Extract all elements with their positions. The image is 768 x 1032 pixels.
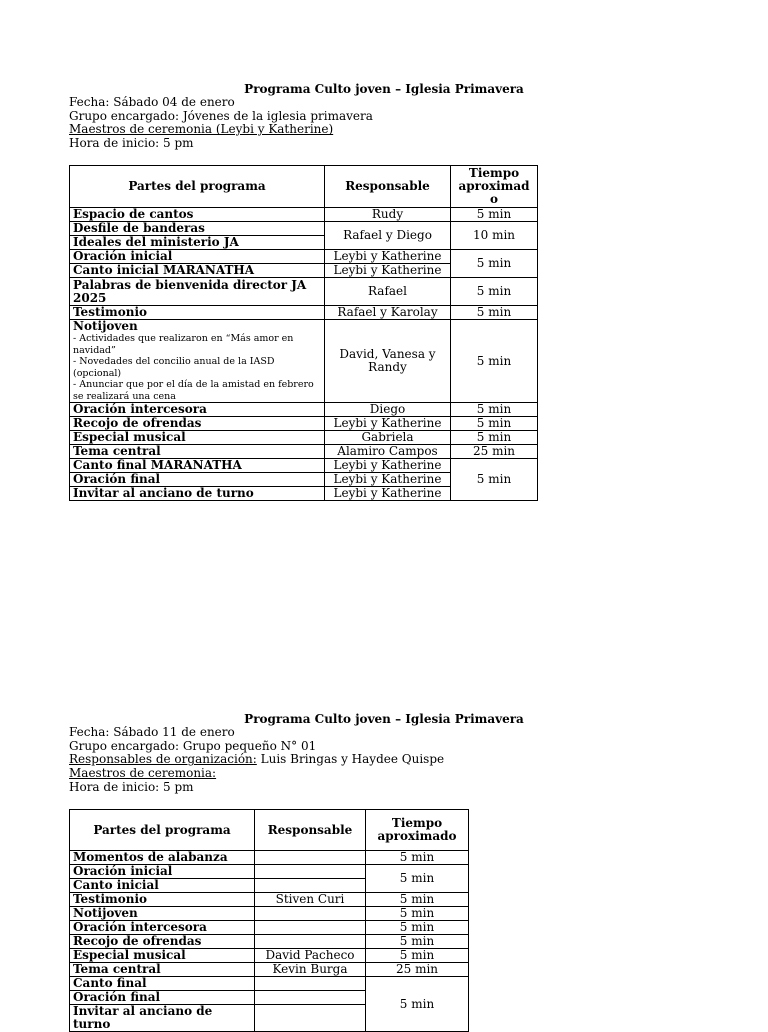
- table-row: [70, 445, 538, 459]
- responsible-cell: Rafael y Diego: [325, 222, 451, 250]
- responsible-cell: Diego: [325, 403, 451, 417]
- organizers-line: [69, 753, 444, 767]
- part-cell: Tema central: [70, 963, 255, 977]
- table-row: [70, 208, 538, 222]
- responsible-cell: Leybi y Katherine: [325, 250, 451, 264]
- table-row: [70, 921, 469, 935]
- group-line: Grupo encargado: Jóvenes de la iglesia primavera: [69, 108, 373, 123]
- responsible-cell: Kevin Burga: [255, 963, 366, 977]
- header-parts: Partes del programa: [70, 810, 255, 851]
- part-cell: Testimonio: [70, 306, 325, 320]
- date-line: Fecha: Sábado 11 de enero: [69, 725, 235, 739]
- part-cell: Notijoven: [70, 907, 255, 921]
- table-row: [70, 949, 469, 963]
- part-cell: Especial musical: [70, 431, 325, 445]
- header-time: Tiempo aproximad o: [451, 166, 538, 208]
- responsible-cell: [255, 865, 366, 879]
- time-cell: 5 min: [451, 208, 538, 222]
- responsible-cell: Leybi y Katherine: [325, 487, 451, 501]
- table-row: [70, 278, 538, 306]
- time-cell: 5 min: [366, 893, 469, 907]
- table-row: [70, 977, 469, 991]
- time-cell: 5 min: [451, 250, 538, 278]
- start-time-line: Hora de inicio: 5 pm: [69, 779, 194, 794]
- part-cell: Desfile de banderas: [70, 222, 325, 236]
- program-table: [69, 165, 538, 501]
- table-row: [70, 403, 538, 417]
- table-row: [70, 935, 469, 949]
- organizers-value: Luis Bringas y Haydee Quispe: [256, 752, 445, 767]
- ceremony-masters-label: Maestros de ceremonia:: [69, 766, 217, 781]
- ceremony-masters-line: [69, 767, 444, 781]
- header-responsible: Responsable: [325, 166, 451, 208]
- notijoven-title: Notijoven: [73, 319, 138, 333]
- part-cell: Oración final: [70, 991, 255, 1005]
- responsible-cell: [255, 921, 366, 935]
- part-cell: Canto final: [70, 977, 255, 991]
- time-cell: 25 min: [366, 963, 469, 977]
- table-row: [70, 431, 538, 445]
- header-parts: Partes del programa: [70, 166, 325, 208]
- responsible-cell: Leybi y Katherine: [325, 417, 451, 431]
- organizers-label: Responsables de organización:: [69, 752, 257, 767]
- part-cell: Oración inicial: [70, 865, 255, 879]
- table-row: [70, 907, 469, 921]
- responsible-cell: Gabriela: [325, 431, 451, 445]
- part-cell: Tema central: [70, 445, 325, 459]
- time-cell: 10 min: [451, 222, 538, 250]
- part-cell: Oración intercesora: [70, 921, 255, 935]
- time-cell: 5 min: [451, 403, 538, 417]
- part-cell: Oración final: [70, 473, 325, 487]
- responsible-cell: Leybi y Katherine: [325, 459, 451, 473]
- program-table: [69, 809, 469, 1032]
- table-row: [70, 963, 469, 977]
- responsible-cell: Stiven Curi: [255, 893, 366, 907]
- time-cell: 5 min: [366, 921, 469, 935]
- table-row: [70, 417, 538, 431]
- responsible-cell: Leybi y Katherine: [325, 264, 451, 278]
- ceremony-masters-line: Maestros de ceremonia (Leybi y Katherine): [69, 122, 334, 137]
- part-cell: Canto inicial MARANATHA: [70, 264, 325, 278]
- part-cell: Oración intercesora: [70, 403, 325, 417]
- responsible-cell: Rafael: [325, 278, 451, 306]
- note-line: - Actividades que realizaron en “Más amor en navidad”: [73, 333, 294, 356]
- part-cell: Oración inicial: [70, 250, 325, 264]
- part-cell: Momentos de alabanza: [70, 851, 255, 865]
- time-cell: 5 min: [451, 459, 538, 501]
- time-cell: 5 min: [451, 306, 538, 320]
- table-row: [70, 222, 538, 236]
- part-cell: Testimonio: [70, 893, 255, 907]
- time-cell: 5 min: [451, 431, 538, 445]
- responsible-cell: [255, 991, 366, 1005]
- part-cell: Invitar al anciano de turno: [70, 487, 325, 501]
- part-cell: Recojo de ofrendas: [70, 935, 255, 949]
- part-cell: [70, 320, 325, 403]
- group-line: Grupo encargado: Grupo pequeño N° 01: [69, 738, 317, 753]
- part-cell: Palabras de bienvenida director JA 2025: [70, 278, 325, 306]
- part-cell: Canto inicial: [70, 879, 255, 893]
- time-cell: 5 min: [366, 865, 469, 893]
- date-line: Fecha: Sábado 04 de enero: [69, 95, 235, 109]
- responsible-cell: [255, 977, 366, 991]
- part-cell: Invitar al anciano de turno: [70, 1005, 255, 1032]
- time-cell: 5 min: [366, 977, 469, 1032]
- program-meta: [69, 96, 373, 151]
- table-row: [70, 893, 469, 907]
- table-row: [70, 865, 469, 879]
- time-cell: 5 min: [366, 851, 469, 865]
- responsible-cell: [255, 1005, 366, 1032]
- responsible-cell: Alamiro Campos: [325, 445, 451, 459]
- responsible-cell: [255, 851, 366, 865]
- time-cell: 5 min: [451, 320, 538, 403]
- time-cell: 5 min: [366, 907, 469, 921]
- time-cell: 5 min: [366, 949, 469, 963]
- program-title: Programa Culto joven – Iglesia Primavera: [244, 712, 524, 726]
- table-row: [70, 459, 538, 473]
- responsible-cell: Rafael y Karolay: [325, 306, 451, 320]
- responsible-cell: Leybi y Katherine: [325, 473, 451, 487]
- table-row: [70, 250, 538, 264]
- part-cell: Espacio de cantos: [70, 208, 325, 222]
- time-cell: 5 min: [451, 417, 538, 431]
- note-line: - Novedades del concilio anual de la IASD (opcional): [73, 356, 275, 379]
- table-row: [70, 320, 538, 403]
- program-title: Programa Culto joven – Iglesia Primavera: [244, 82, 524, 96]
- note-line: - Anunciar que por el día de la amistad en febrero se realizará una cena: [73, 379, 314, 402]
- program-meta: [69, 726, 444, 795]
- header-time: Tiempo aproximado: [366, 810, 469, 851]
- part-cell: Especial musical: [70, 949, 255, 963]
- header-responsible: Responsable: [255, 810, 366, 851]
- responsible-cell: Rudy: [325, 208, 451, 222]
- part-cell: Canto final MARANATHA: [70, 459, 325, 473]
- time-cell: 25 min: [451, 445, 538, 459]
- responsible-cell: David Pacheco: [255, 949, 366, 963]
- start-time-line: Hora de inicio: 5 pm: [69, 136, 194, 151]
- part-cell: Recojo de ofrendas: [70, 417, 325, 431]
- table-row: [70, 306, 538, 320]
- time-cell: 5 min: [366, 935, 469, 949]
- responsible-cell: David, Vanesa y Randy: [325, 320, 451, 403]
- part-cell: Ideales del ministerio JA: [70, 236, 325, 250]
- responsible-cell: [255, 907, 366, 921]
- responsible-cell: [255, 935, 366, 949]
- table-row: [70, 851, 469, 865]
- responsible-cell: [255, 879, 366, 893]
- time-cell: 5 min: [451, 278, 538, 306]
